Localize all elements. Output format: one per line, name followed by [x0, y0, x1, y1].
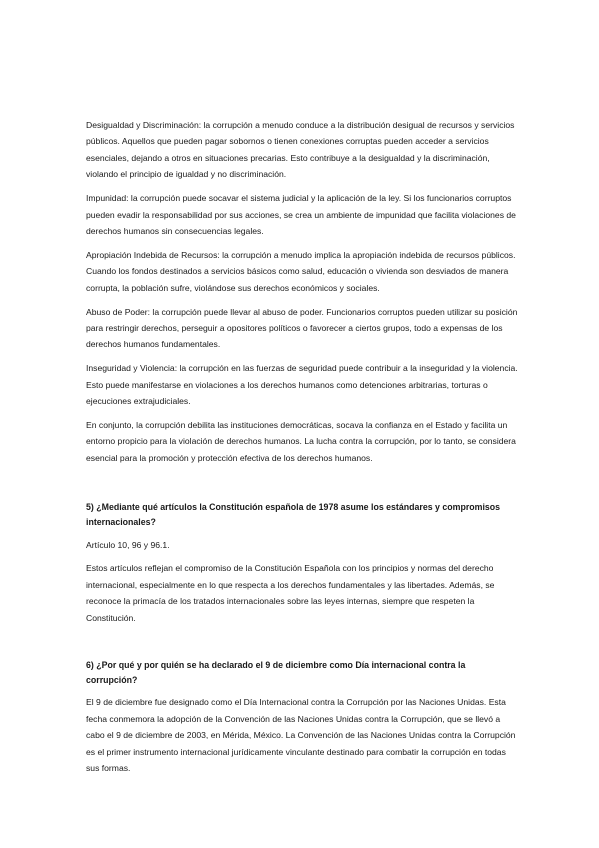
- question-6-answer: El 9 de diciembre fue designado como el Día Internacional contra la Corrupción por las Naciones Unidas. Esta fecha conmemora la adopción de la Convención de las Naciones Unidas contra la Corrupción, que se llevó a cabo el 9 de diciembre de 2003, en Mérida, México. La Convención de las Naciones Unidas contra la Corrupción es el primer instrumento internacional jurídicamente vinculante destinado para combatir la corrupción en todas sus formas.: [86, 697, 516, 773]
- paragraph-inseguridad: Inseguridad y Violencia: la corrupción en las fuerzas de seguridad puede contribuir a la inseguridad y la violencia. Esto puede manifestarse en violaciones a los derechos humanos como detenciones arbitrarias, torturas o ejecuciones extrajudiciales.: [86, 363, 518, 407]
- paragraph-abuso-poder: Abuso de Poder: la corrupción puede llevar al abuso de poder. Funcionarios corruptos pueden utilizar su posición para restringir derechos, perseguir a opositores políticos o favorecer a ciertos grupos, todo a expensas de los derechos humanos fundamentales.: [86, 306, 518, 350]
- document-body: [86, 117, 518, 784]
- paragraph-conclusion: En conjunto, la corrupción debilita las instituciones democráticas, socava la confianza en el Estado y facilita un entorno propicio para la violación de derechos humanos. La lucha contra la corrupción, por lo tanto, se considera esencial para la promoción y protección efectiva de los derechos humanos.: [86, 420, 516, 463]
- question-5-answer: Estos artículos reflejan el compromiso de la Constitución Española con los principios y normas del derecho internacional, especialmente en lo que respecta a los derechos fundamentales y las libertades. Además, se reconoce la primacía de los tratados internacionales sobre las leyes internas, siempre que respeten la Constitución.: [86, 563, 495, 623]
- question-5-short-answer: Artículo 10, 96 y 96.1.: [86, 539, 170, 550]
- paragraph-impunidad: Impunidad: la corrupción puede socavar el sistema judicial y la aplicación de la ley. Si los funcionarios corruptos pueden evadir la responsabilidad por sus acciones, se crea un ambiente de impunidad que facilita violaciones de derechos humanos sin consecuencias legales.: [86, 193, 516, 236]
- paragraph-apropiacion: Apropiación Indebida de Recursos: la corrupción a menudo implica la apropiación indebida de recursos públicos. Cuando los fondos destinados a servicios básicos como salud, educación o vivienda son desviados de manera corrupta, la población sufre, violándose sus derechos económicos y sociales.: [86, 249, 516, 293]
- question-6-heading: 6) ¿Por qué y por quién se ha declarado el 9 de diciembre como Día internacional contra la corrupción?: [86, 659, 466, 685]
- paragraph-desigualdad: Desigualdad y Discriminación: la corrupción a menudo conduce a la distribución desigual de recursos y servicios públicos. Aquellos que pueden pagar sobornos o tienen conexiones corruptas pueden acceder a servicios esenciales, dejando a otros en situaciones precarias. Esto contribuye a la desigualdad y la discriminación, violando el principio de igualdad y no discriminación.: [86, 120, 515, 180]
- question-5-heading: 5) ¿Mediante qué artículos la Constitución española de 1978 asume los estándares y compromisos internacionales?: [86, 501, 501, 528]
